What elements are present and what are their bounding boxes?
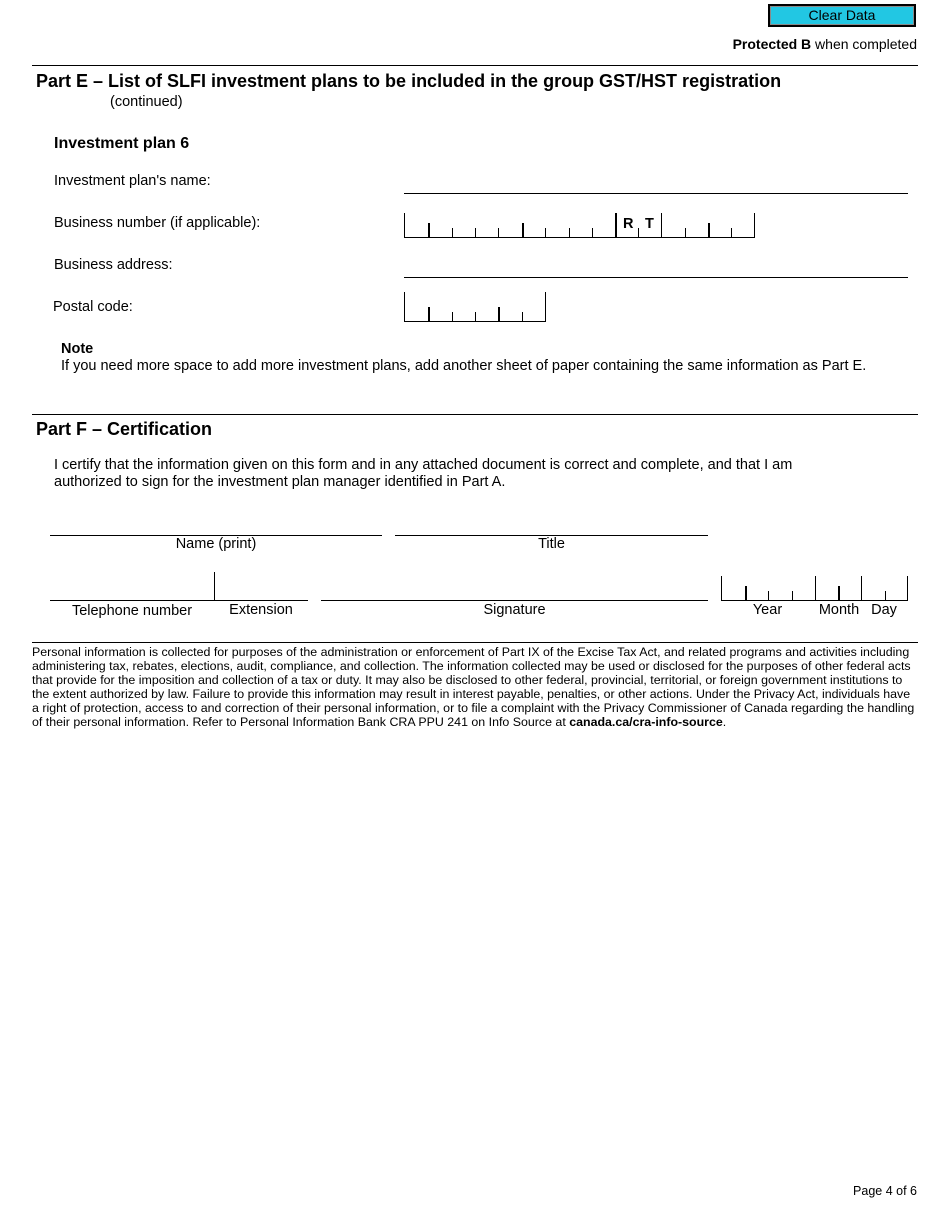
divider (32, 65, 918, 66)
part-e-title: Part E – List of SLFI investment plans to be included in the group GST/HST registration (36, 71, 782, 91)
certification-text: I certify that the information given on this form and in any attached document is correct and complete, and that I am authorized to sign for the investment plan manager identified in Part A. (54, 457, 793, 490)
business-address-field[interactable] (404, 277, 908, 278)
date-day-label: Day (871, 602, 897, 618)
privacy-notice: Personal information is collected for purposes of the administration or enforcement of Part IX of the Excise Tax Act, and related programs and activities including administering tax, rebates, elections, audit, compliance, and collection. The information collected may be used or disclosed for the purposes of other federal acts that provide for the imposition and collection of a tax or duty. It may also be disclosed to other federal, provincial, territorial, or foreign government institutions to the extent authorized by law. Failure to provide this information may result in interest payable, penalties, or other actions. Under the Privacy Act, individuals have a right of protection, access to and correction of their personal information, or to file a complaint with the Privacy Commissioner of Canada regarding the handling of their personal information. Refer to Personal Information Bank CRA PPU 241 on Info Source at canada.ca/cra-info-source. (32, 645, 915, 729)
bn-r-letter: R (623, 216, 634, 232)
signature-field[interactable] (321, 600, 708, 601)
business-address-label: Business address: (54, 257, 173, 273)
postal-code-field[interactable] (404, 292, 546, 322)
info-source-link: canada.ca/cra-info-source (569, 715, 723, 729)
business-number-field[interactable] (404, 213, 755, 238)
telephone-label: Telephone number (71, 603, 193, 619)
page-number: Page 4 of 6 (853, 1184, 917, 1198)
investment-plan-heading: Investment plan 6 (54, 135, 190, 152)
extension-label: Extension (229, 602, 293, 618)
name-print-label: Name (print) (175, 536, 257, 552)
postal-code-label: Postal code: (53, 299, 133, 315)
divider (32, 414, 918, 415)
divider (32, 642, 918, 643)
bn-t-letter: T (645, 216, 654, 232)
telephone-field[interactable] (50, 600, 308, 601)
plan-name-label: Investment plan's name: (54, 173, 211, 189)
clear-data-button[interactable]: Clear Data (768, 4, 916, 27)
date-month-label: Month (818, 602, 860, 618)
note-text: If you need more space to add more investment plans, add another sheet of paper containing the same information as Part E. (61, 358, 867, 374)
title-label: Title (538, 536, 565, 552)
part-e-continued: (continued) (110, 94, 183, 110)
protected-b-notice: Protected B when completed (732, 36, 917, 52)
date-year-label: Year (752, 602, 783, 618)
signature-label: Signature (483, 602, 546, 618)
business-number-label: Business number (if applicable): (54, 215, 261, 231)
part-f-title: Part F – Certification (36, 419, 213, 439)
note-heading: Note (61, 341, 94, 357)
extension-divider (214, 572, 215, 600)
date-field[interactable] (721, 576, 908, 601)
plan-name-field[interactable] (404, 193, 908, 194)
